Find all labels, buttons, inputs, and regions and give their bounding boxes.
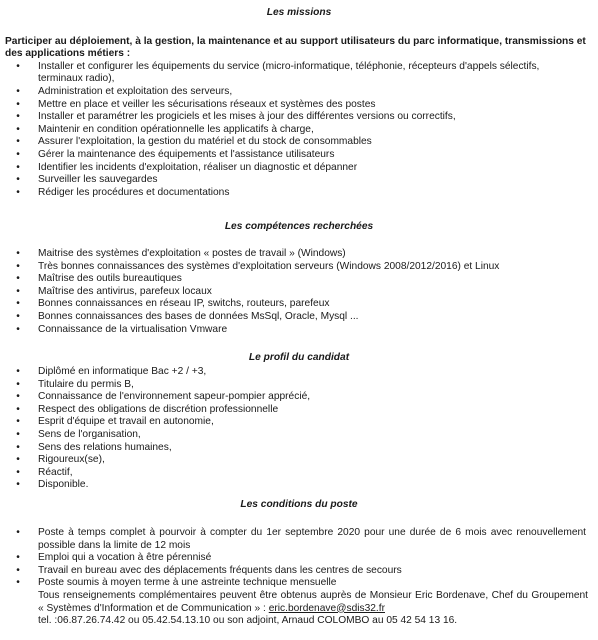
bullet-icon: • [16,273,20,285]
mission-item [0,86,598,99]
mission-item-text: Gérer la maintenance des équipements et l'assistance utilisateurs [38,148,335,160]
bullet-icon: • [16,310,20,322]
bullet-icon: • [16,416,20,428]
bullet-icon: • [16,564,20,576]
mission-item-text: Administration et exploitation des serveurs, [38,86,233,97]
bullet-icon: • [16,403,20,415]
competences-section [0,220,598,336]
mission-item [0,61,598,86]
condition-item-text: Poste à temps complet à pourvoir à compter du 1er septembre 2020 pour une durée de 6 mois avec renouvellement possible dans la limite de 12 mois [38,527,586,551]
mission-item [0,99,598,112]
profil-section [0,351,598,492]
condition-item-text: Poste soumis à moyen terme à une astreinte technique mensuelle [38,577,337,589]
competence-item [0,311,598,324]
profil-item-text: Titulaire du permis B, [38,378,134,390]
competence-item-text: Maîtrise des outils bureautiques [38,273,182,285]
profil-item [0,404,598,417]
mission-item [0,187,598,200]
bullet-icon: • [16,123,20,135]
bullet-icon: • [16,186,20,198]
mission-item [0,124,598,137]
profil-item [0,391,598,404]
conditions-title: Les conditions du poste [240,499,358,510]
missions-intro: Participer au déploiement, à la gestion, la maintenance et au support utilisateurs du parc informatique, transmissions et des applications métiers : [5,36,586,60]
competence-item [0,298,598,311]
contact-email-link[interactable]: eric.bordenave@sdis32.fr [268,602,385,614]
bullet-icon: • [16,298,20,310]
condition-item [0,527,598,552]
bullet-icon: • [16,248,20,259]
profil-title: Le profil du candidat [248,352,350,363]
bullet-icon: • [16,260,20,272]
bullet-icon: • [16,378,20,390]
mission-item [0,162,598,175]
profil-item [0,379,598,392]
bullet-icon: • [16,161,20,173]
bullet-icon: • [16,428,20,440]
bullet-icon: • [16,466,20,478]
competence-item [0,286,598,299]
profil-item-text: Diplômé en informatique Bac +2 / +3, [38,366,207,377]
competence-item-text: Maîtrise des antivirus, parefeux locaux [38,285,212,297]
profil-item-text: Rigoureux(se), [38,454,105,466]
conditions-list [0,527,598,590]
profil-item-text: Esprit d'équipe et travail en autonomie, [38,416,214,428]
condition-item-text: Travail en bureau avec des déplacements fréquents dans les centres de secours [38,564,402,576]
bullet-icon: • [16,479,20,491]
mission-item-text: Mettre en place et veiller les sécurisations réseaux et systèmes des postes [38,98,376,110]
bullet-icon: • [16,285,20,297]
competence-item [0,324,598,337]
condition-item-text: Emploi qui a vocation à être pérennisé [38,552,212,564]
bullet-icon: • [16,111,20,123]
conditions-section [0,498,598,628]
competence-item [0,248,598,261]
mission-item-text: Installer et paramétrer les progiciels et les mises à jour des différentes versions ou correctifs, [38,111,456,123]
profil-item-text: Disponible. [38,479,89,491]
bullet-icon: • [16,441,20,453]
mission-item-text: Installer et configurer les équipements du service (micro-informatique, téléphonie, récepteurs d'appels sélectifs, terminaux radio), [38,60,540,85]
bullet-icon: • [16,98,20,110]
competence-item-text: Bonnes connaissances des bases de données MsSql, Oracle, Mysql ... [38,310,359,322]
profil-item [0,429,598,442]
bullet-icon: • [16,454,20,466]
condition-item [0,577,598,590]
bullet-icon: • [16,86,20,97]
mission-item [0,149,598,162]
bullet-icon: • [16,136,20,148]
competences-list [0,248,598,336]
profil-item [0,479,598,492]
missions-list [0,61,598,200]
profil-item-text: Respect des obligations de discrétion professionnelle [38,403,279,415]
profil-item-text: Sens de l'organisation, [38,428,141,440]
profil-item-text: Réactif, [38,466,73,478]
mission-item-text: Rédiger les procédures et documentations [38,186,230,198]
mission-item-text: Surveiller les sauvegardes [38,174,158,186]
profil-item [0,366,598,379]
competence-item [0,273,598,286]
bullet-icon: • [16,391,20,403]
condition-item [0,552,598,565]
missions-title: Les missions [266,7,332,18]
mission-item-text: Identifier les incidents d'exploitation, réaliser un diagnostic et dépanner [38,161,358,173]
profil-list [0,366,598,492]
profil-item [0,442,598,455]
bullet-icon: • [16,174,20,186]
bullet-icon: • [16,366,20,377]
competence-item-text: Maitrise des systèmes d'exploitation « postes de travail » (Windows) [38,248,346,259]
mission-item-text: Assurer l'exploitation, la gestion du matériel et du stock de consommables [38,136,372,148]
competences-title: Les compétences recherchées [224,221,374,232]
profil-item [0,416,598,429]
mission-item-text: Maintenir en condition opérationnelle les applicatifs à charge, [38,123,314,135]
mission-item [0,136,598,149]
mission-item [0,174,598,187]
profil-item-text: Connaissance de l'environnement sapeur-pompier apprécié, [38,391,311,403]
competence-item [0,261,598,274]
condition-item [0,565,598,578]
contact-phones: tel. :06.87.26.74.42 ou 05.42.54.13.10 ou son adjoint, Arnaud COLOMBO au 05 42 54 13 16. [38,615,458,627]
profil-item [0,467,598,480]
missions-section [0,6,598,199]
competence-item-text: Très bonnes connaissances des systèmes d'exploitation serveurs (Windows 2008/2012/2016) et Linux [38,260,500,272]
bullet-icon: • [16,148,20,160]
bullet-icon: • [16,552,20,564]
bullet-icon: • [16,527,20,538]
competence-item-text: Connaissance de la virtualisation Vmware [38,323,228,335]
profil-item [0,454,598,467]
competence-item-text: Bonnes connaissances en réseau IP, switchs, routeurs, parefeux [38,298,330,310]
profil-item-text: Sens des relations humaines, [38,441,172,453]
contact-block [0,590,598,628]
bullet-icon: • [16,323,20,335]
bullet-icon: • [16,60,20,72]
contact-text: Tous renseignements complémentaires peuvent être obtenus auprès de Monsieur Eric Bordenave, Chef du Groupement « Systèmes d'Information et de Communication » : [38,589,588,614]
bullet-icon: • [16,577,20,589]
mission-item [0,111,598,124]
